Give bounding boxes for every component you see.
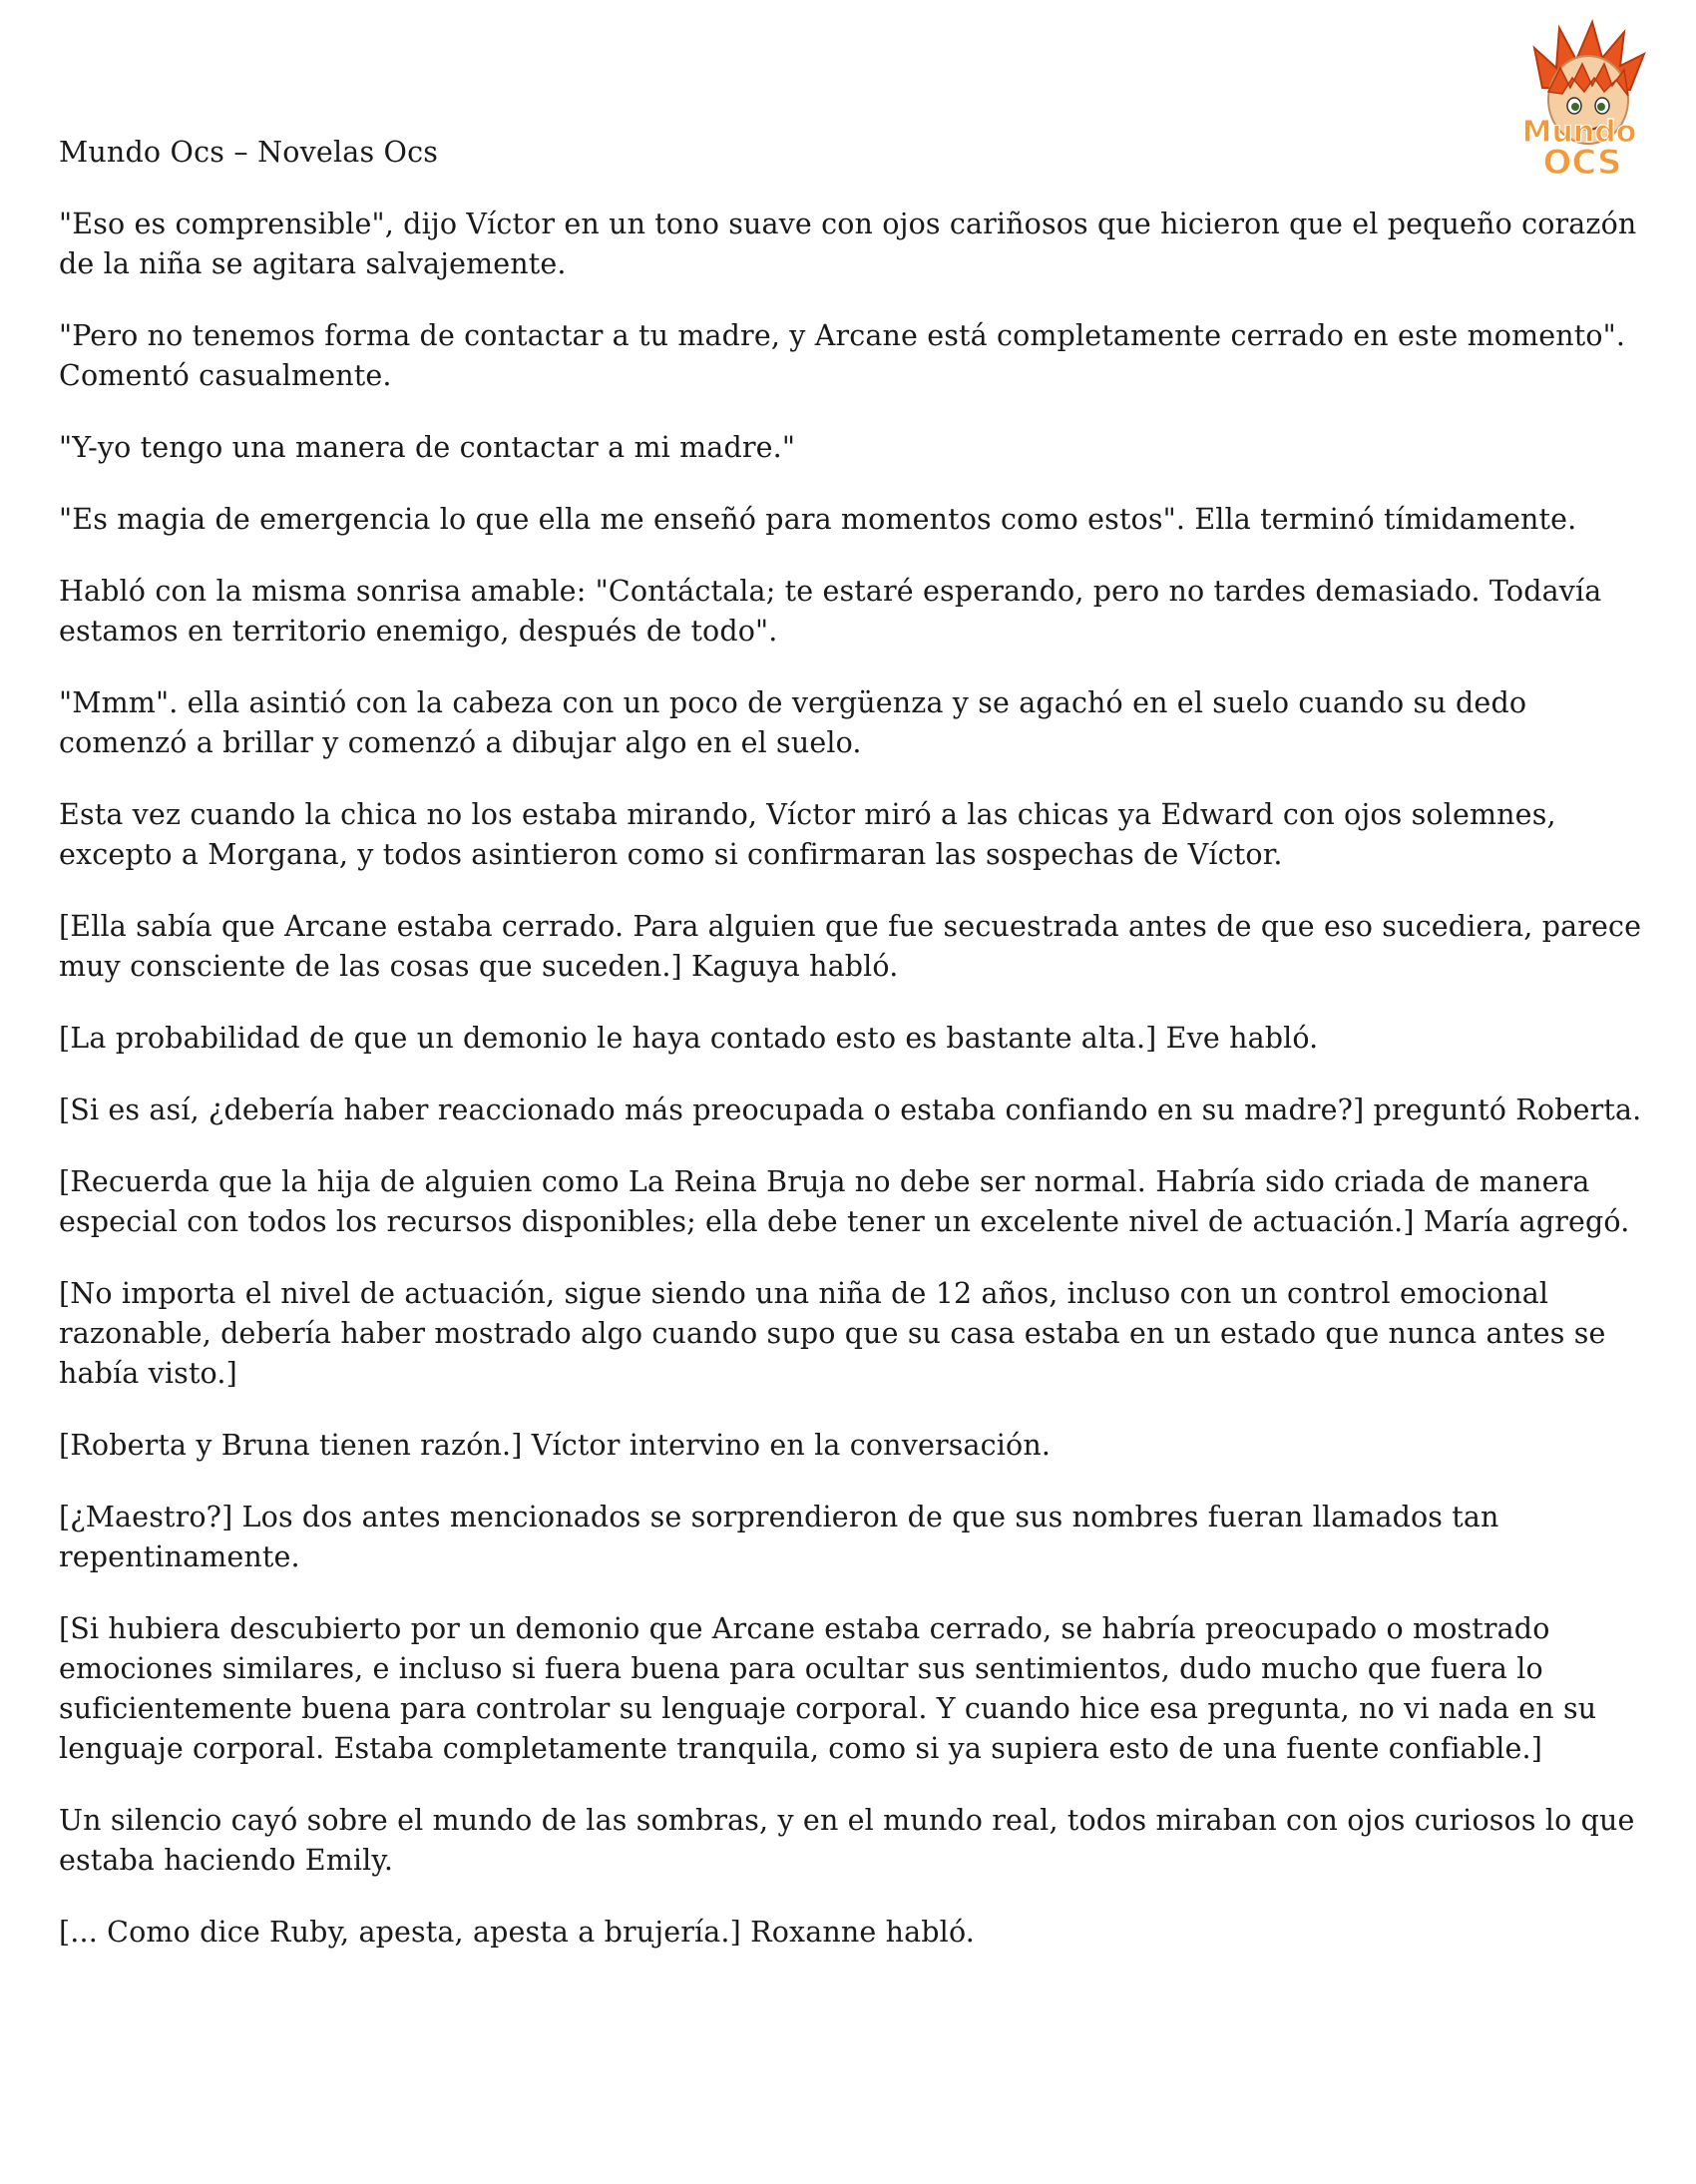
paragraph: Habló con la misma sonrisa amable: "Contáctala; te estaré esperando, pero no tardes demasiado. Todavía estamos en territorio enemigo, después de todo". <box>59 575 1602 648</box>
logo-text-graphic <box>1494 110 1664 190</box>
paragraph: [Si es así, ¿debería haber reaccionado más preocupada o estaba confiando en su madre?] preguntó Roberta. <box>59 1093 1642 1126</box>
paragraph: Esta vez cuando la chica no los estaba mirando, Víctor miró a las chicas ya Edward con ojos solemnes, excepto a Morgana, y todos asintieron como si confirmaran las sospechas de Víctor. <box>59 798 1556 871</box>
paragraph: [Roberta y Bruna tienen razón.] Víctor intervino en la conversación. <box>59 1429 1052 1462</box>
paragraph: "Mmm". ella asintió con la cabeza con un poco de vergüenza y se agachó en el suelo cuando su dedo comenzó a brillar y comenzó a dibujar algo en el suelo. <box>59 686 1527 759</box>
paragraph: "Pero no tenemos forma de contactar a tu madre, y Arcane está completamente cerrado en este momento". Comentó casualmente. <box>59 319 1626 392</box>
paragraph: [Recuerda que la hija de alguien como La Reina Bruja no debe ser normal. Habría sido criada de manera especial con todos los recursos disponibles; ella debe tener un excelente nivel de actuación.] María agregó. <box>59 1165 1630 1238</box>
paragraph: Un silencio cayó sobre el mundo de las sombras, y en el mundo real, todos miraban con ojos curiosos lo que estaba haciendo Emily. <box>59 1804 1635 1877</box>
paragraph: "Y-yo tengo una manera de contactar a mi madre." <box>59 431 796 464</box>
logo-text-line2: OCS <box>1542 143 1622 183</box>
logo-text-line1: Mundo <box>1521 115 1637 150</box>
paragraph: [... Como dice Ruby, apesta, apesta a brujería.] Roxanne habló. <box>59 1916 975 1949</box>
paragraph: [Ella sabía que Arcane estaba cerrado. Para alguien que fue secuestrada antes de que eso sucediera, parece muy consciente de las cosas que suceden.] Kaguya habló. <box>59 910 1642 983</box>
page-header: Mundo Ocs – Novelas Ocs <box>59 136 439 169</box>
paragraph: [¿Maestro?] Los dos antes mencionados se sorprendieron de que sus nombres fueran llamados tan repentinamente. <box>59 1501 1499 1573</box>
paragraph: [Si hubiera descubierto por un demonio que Arcane estaba cerrado, se habría preocupado o mostrado emociones similares, e incluso si fuera buena para ocultar sus sentimientos, dudo mucho que fuera lo suficientemente buena para controlar su lenguaje corporal. Y cuando hice esa pregunta, no vi nada en su lenguaje corporal. Estaba completamente tranquila, como si ya supiera esto de una fuente confiable.] <box>59 1612 1597 1765</box>
paragraph: "Es magia de emergencia lo que ella me enseñó para momentos como estos". Ella terminó tímidamente. <box>59 503 1577 536</box>
body-text <box>59 205 1655 1984</box>
mundo-ocs-logo-icon <box>1504 18 1674 183</box>
paragraph: [La probabilidad de que un demonio le haya contado esto es bastante alta.] Eve habló. <box>59 1022 1319 1055</box>
paragraph: [No importa el nivel de actuación, sigue siendo una niña de 12 años, incluso con un control emocional razonable, debería haber mostrado algo cuando supo que su casa estaba en un estado que nunca antes se había visto.] <box>59 1277 1606 1390</box>
paragraph: "Eso es comprensible", dijo Víctor en un tono suave con ojos cariñosos que hicieron que el pequeño corazón de la niña se agitara salvajemente. <box>59 208 1637 280</box>
